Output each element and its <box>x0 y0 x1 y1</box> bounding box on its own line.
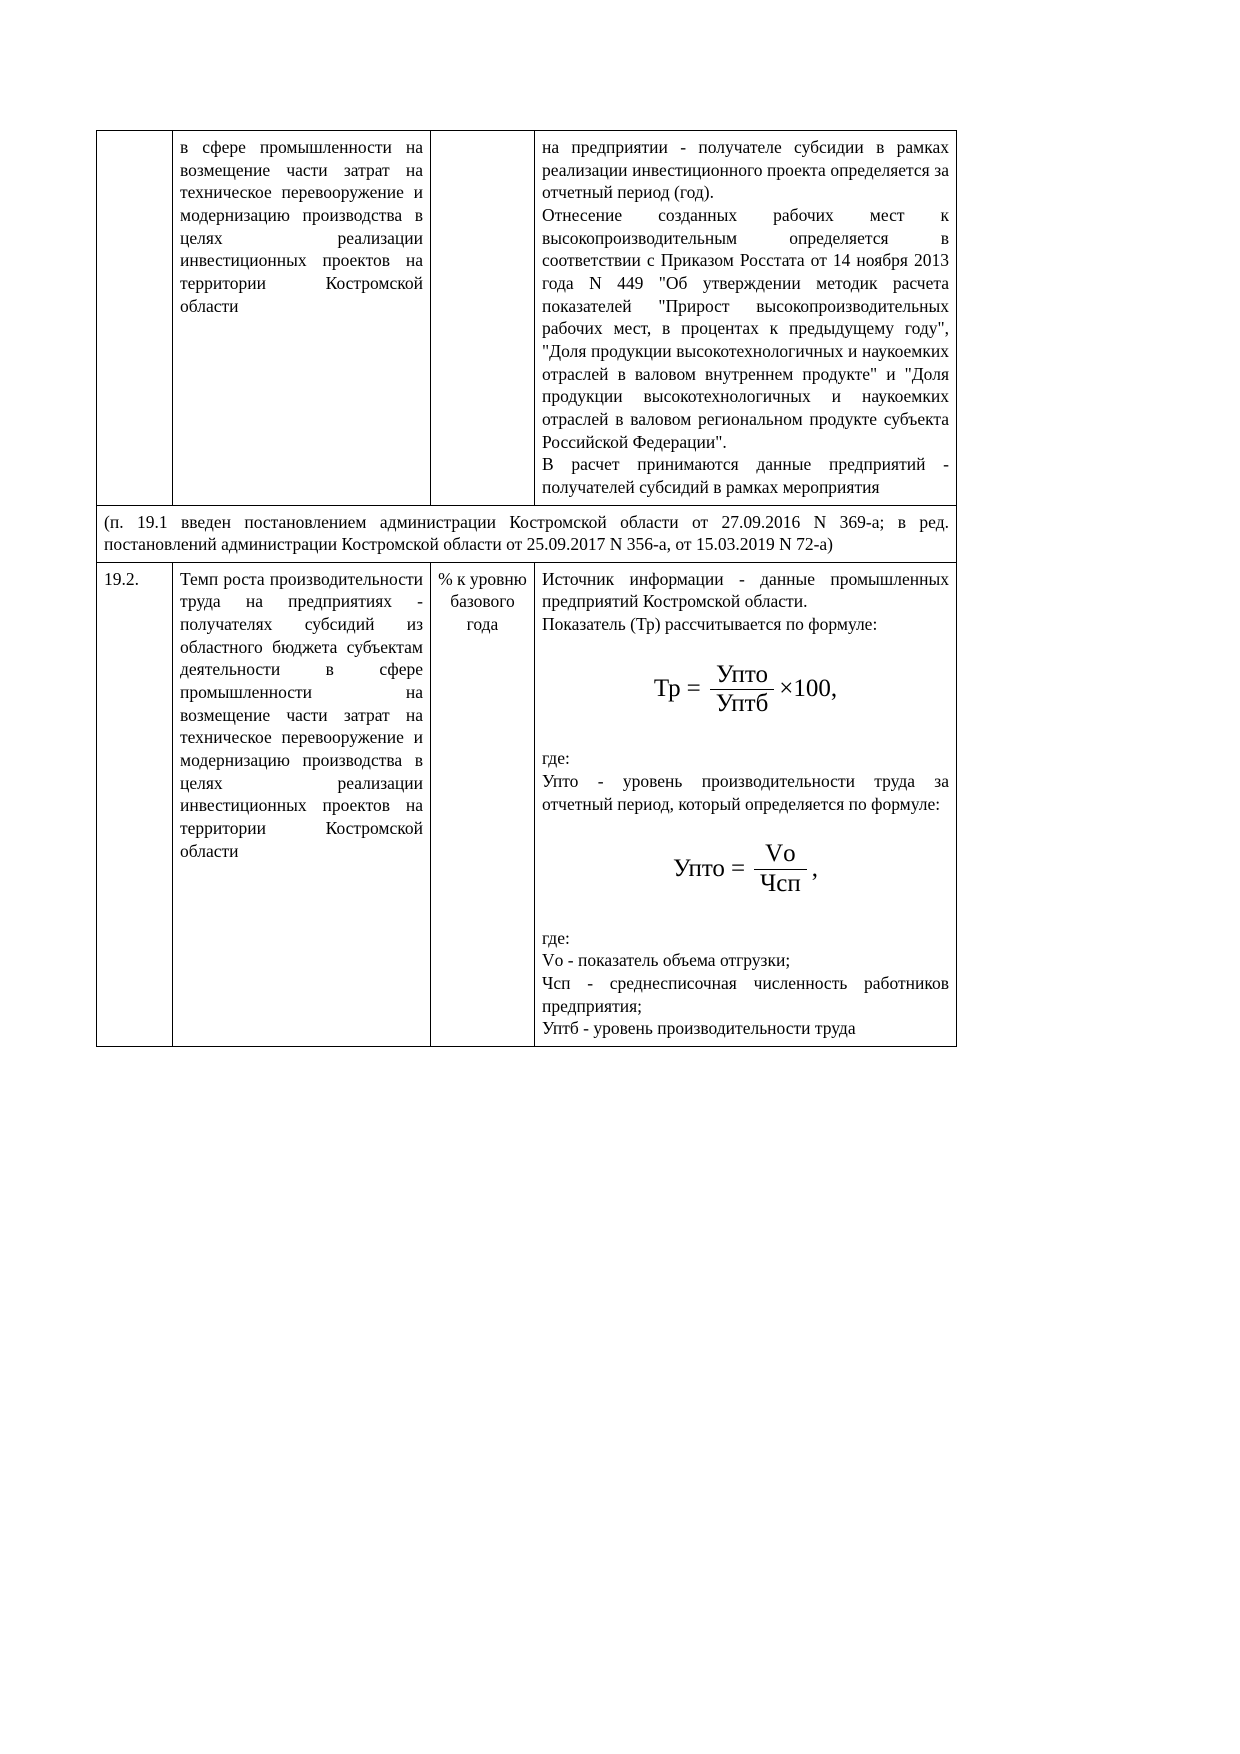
document-page <box>96 130 956 1047</box>
formula-tp-fraction <box>707 662 778 718</box>
row-number: 19.2. <box>104 568 139 589</box>
source-intro-1: Источник информации - данные промышленных предприятий Костромской области. <box>542 568 949 612</box>
amendment-note-text: (п. 19.1 введен постановлением администрации Костромской области от 27.09.2016 N 369-а; в ред. постановлений администрации Костромской области от 25.09.2017 N 356-а, от 15.03.2019 N 72-а) <box>104 511 949 555</box>
row-number-cell <box>97 131 173 506</box>
source-cell <box>535 131 957 506</box>
formula-upto-numerator: Vо <box>765 840 796 868</box>
formula-upto-tail: , <box>811 854 819 882</box>
formula-tp-numerator: Упто <box>716 660 769 688</box>
source-paragraph-3: В расчет принимаются данные предприятий - получателей субсидий в рамках мероприятия <box>542 454 949 497</box>
source-paragraph-1: на предприятии - получателе субсидии в рамках реализации инвестиционного проекта определяется за отчетный период (год). <box>542 137 949 203</box>
table-row-note <box>97 505 957 562</box>
definition-chsp: Чсп - среднесписочная численность работников предприятия; <box>542 973 949 1016</box>
formula-upto-denominator: Чсп <box>754 869 807 897</box>
formula-upto-lhs: Упто <box>672 854 725 882</box>
formula-tp-denominator: Уптб <box>710 689 775 717</box>
indicators-table <box>96 130 957 1047</box>
table-row <box>97 562 957 1046</box>
formula-upto-expression <box>673 841 818 897</box>
unit-cell <box>431 562 535 1046</box>
indicator-name-text: Темп роста производительности труда на предприятиях - получателях субсидий из областного бюджета субъектам деятельности в сфере промышленности на возмещение части затрат на техническое перевооружение и модернизацию производства в целях реализации инвестиционных проектов на территории Костромской области <box>180 568 423 861</box>
indicator-name-text: в сфере промышленности на возмещение части затрат на техническое перевооружение и модернизацию производства в целях реализации инвестиционных проектов на территории Костромской области <box>180 137 423 316</box>
indicator-name-cell <box>173 131 431 506</box>
table-row <box>97 131 957 506</box>
unit-text: % к уровню базового года <box>438 568 527 635</box>
formula-tp-expression <box>654 662 837 718</box>
formula-tp-lhs: Тр <box>653 675 681 703</box>
where-label-1: где: <box>542 748 570 769</box>
unit-cell <box>431 131 535 506</box>
formula-upto-equals: = <box>730 854 746 882</box>
indicator-name-cell <box>173 562 431 1046</box>
row-number-cell <box>97 562 173 1046</box>
formula-tp-tail: ×100, <box>779 675 838 703</box>
definition-upto: Упто - уровень производительности труда за отчетный период, который определяется по формуле: <box>542 770 949 814</box>
formula-upto <box>542 841 949 897</box>
definition-uptb: Уптб - уровень производительности труда <box>542 1018 856 1039</box>
source-cell <box>535 562 957 1046</box>
formula-tp <box>542 662 949 718</box>
amendment-note-cell <box>97 505 957 562</box>
source-intro-2: Показатель (Тр) рассчитывается по формуле: <box>542 614 878 635</box>
source-paragraph-2: Отнесение созданных рабочих мест к высокопроизводительным определяется в соответствии с Приказом Росстата от 14 ноября 2013 года N 449 "Об утверждении методик расчета показателей "Прирост высокопроизводительных рабочих мест, в процентах к предыдущему году", "Доля продукции высокотехнологичных и наукоемких отраслей в валовом внутреннем продукте" и "Доля продукции высокотехнологичных и наукоемких отраслей в валовом региональном продукте субъекта Российской Федерации". <box>542 204 949 452</box>
formula-upto-fraction <box>751 841 810 897</box>
definition-vo: Vо - показатель объема отгрузки; <box>542 950 791 971</box>
where-label-2: где: <box>542 927 570 948</box>
formula-tp-equals: = <box>686 675 701 703</box>
